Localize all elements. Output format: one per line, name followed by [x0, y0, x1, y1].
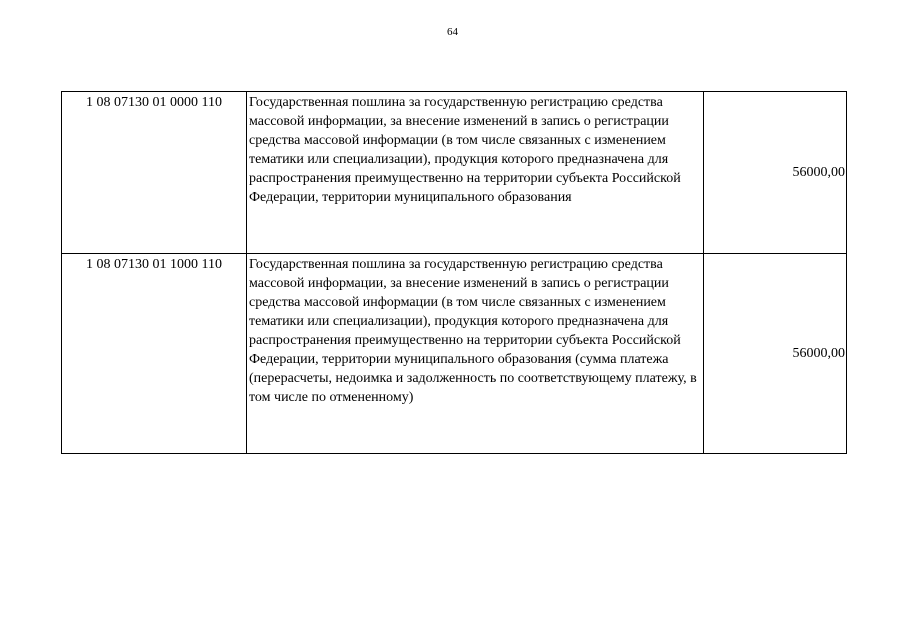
amount-cell: 56000,00 [704, 92, 847, 254]
amount-cell: 56000,00 [704, 254, 847, 454]
description-cell: Государственная пошлина за государственную регистрацию средства массовой информации, за внесение изменений в запись о регистрации средства массовой информации (в том числе связанных с изменением тематики или специализации), продукция которого предназначена для распространения преимущественно на территории субъекта Российской Федерации, территории муниципального образования (сумма платежа (перерасчеты, недоимка и задолженность по соответствующему платежу, в том числе по отмененному) [247, 254, 704, 454]
table-row [62, 92, 847, 254]
table-row [62, 254, 847, 454]
page-number: 64 [447, 26, 458, 38]
budget-code-cell: 1 08 07130 01 0000 110 [62, 92, 247, 254]
description-cell: Государственная пошлина за государственную регистрацию средства массовой информации, за внесение изменений в запись о регистрации средства массовой информации (в том числе связанных с изменением тематики или специализации), продукция которого предназначена для распространения преимущественно на территории субъекта Российской Федерации, территории муниципального образования [247, 92, 704, 254]
budget-code-cell: 1 08 07130 01 1000 110 [62, 254, 247, 454]
fees-table [61, 91, 847, 454]
